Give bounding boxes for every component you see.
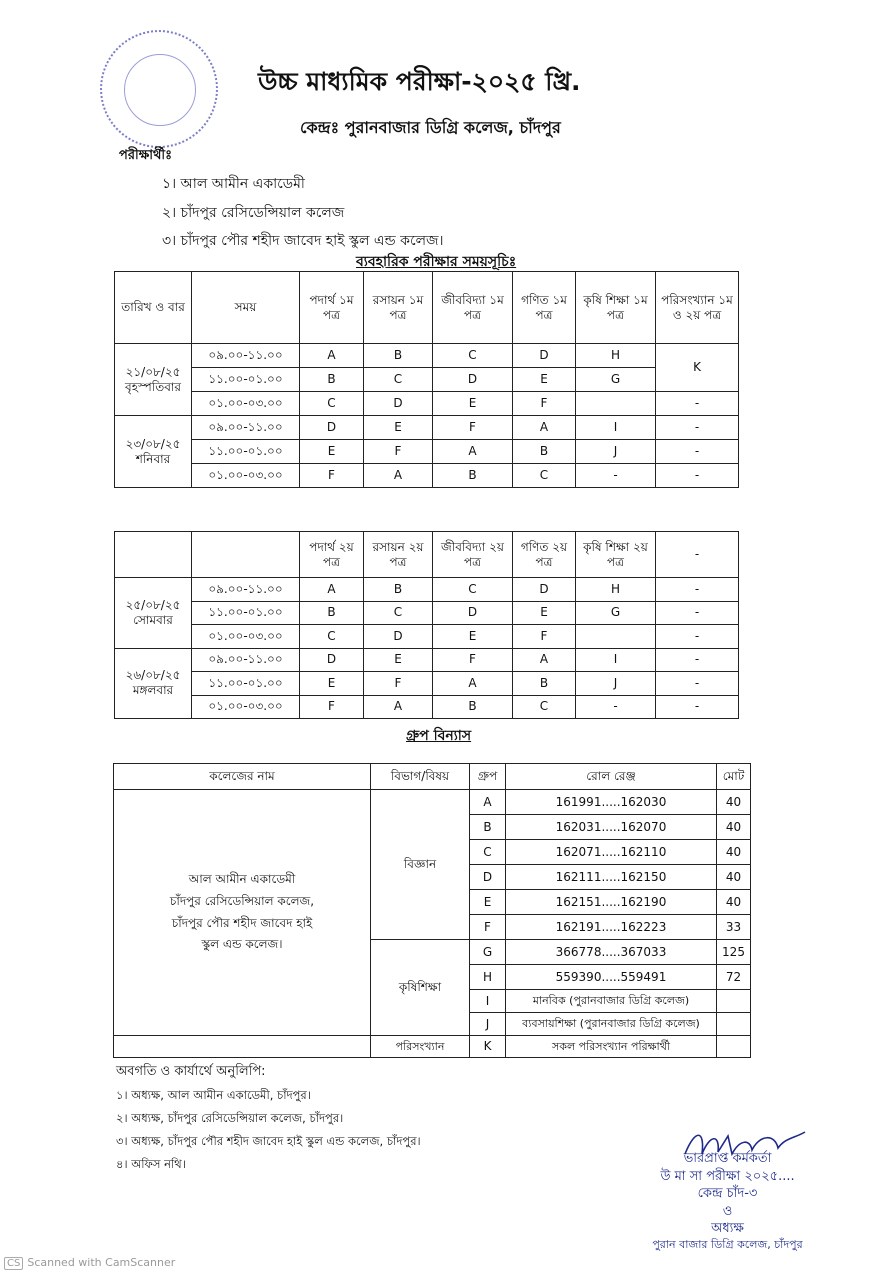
group-title: গ্রুপ বিন্যাস [406, 728, 472, 744]
col-header: রসায়ন ২য় পত্র [364, 532, 433, 578]
group-cell: H [576, 578, 656, 602]
roll-range: 162111.....162150 [506, 865, 717, 890]
group-cell: A [513, 648, 576, 672]
group-cell: - [576, 695, 656, 719]
group-table [113, 763, 751, 1058]
col-header: পদার্থ ১ম পত্র [300, 272, 364, 344]
schedule-title: ব্যবহারিক পরীক্ষার সময়সূচিঃ [356, 254, 517, 270]
group-total [717, 990, 751, 1013]
college-name: আল আমীন একাডেমী [188, 872, 296, 887]
signature-line: পুরান বাজার ডিগ্রি কলেজ, চাঁদপুর [652, 1237, 803, 1251]
roll-range: ব্যবসায়শিক্ষা (পুরানবাজার ডিগ্রি কলেজ) [506, 1013, 717, 1036]
group-cell: B [433, 464, 513, 488]
group-cell: - [576, 464, 656, 488]
group-total: 40 [717, 815, 751, 840]
time-cell: ০১.০০-০৩.০০ [192, 625, 300, 649]
roll-range: 559390.....559491 [506, 965, 717, 990]
col-header: জীববিদ্যা ২য় পত্র [433, 532, 513, 578]
group-total: 72 [717, 965, 751, 990]
group-cell [576, 392, 656, 416]
group-cell: B [364, 578, 433, 602]
examinees-label: পরীক্ষার্থীঃ [119, 148, 173, 163]
institution-item: ১। আল আমীন একাডেমী [162, 176, 305, 192]
schedule-table-2 [114, 531, 739, 719]
group-cell: C [433, 578, 513, 602]
group-cell: E [433, 625, 513, 649]
group-cell: B [513, 440, 576, 464]
roll-range: মানবিক (পুরানবাজার ডিগ্রি কলেজ) [506, 990, 717, 1013]
group-cell: J [576, 440, 656, 464]
group-cell: - [656, 648, 739, 672]
time-cell: ০৯.০০-১১.০০ [192, 648, 300, 672]
signature-block [640, 1150, 815, 1253]
table-row [115, 625, 739, 649]
group-cell: I [576, 416, 656, 440]
group-code: H [470, 965, 506, 990]
col-header: পদার্থ ২য় পত্র [300, 532, 364, 578]
signature-line: অধ্যক্ষ [711, 1221, 744, 1237]
signature-line: উ মা সা পরীক্ষা ২০২৫.... [660, 1168, 795, 1184]
group-cell: C [433, 344, 513, 368]
group-cell: - [656, 601, 739, 625]
time-cell: ০১.০০-০৩.০০ [192, 392, 300, 416]
roll-range: 162151.....162190 [506, 890, 717, 915]
roll-range: 161991.....162030 [506, 790, 717, 815]
group-cell: - [656, 625, 739, 649]
date-text: ২৫/০৮/২৫ [125, 597, 181, 612]
roll-range: সকল পরিসংখ্যান পরিক্ষার্থী [506, 1036, 717, 1058]
table-row [115, 578, 739, 602]
table-header-row [114, 764, 751, 790]
signature-line: কেন্দ্র চাঁদ-৩ [697, 1186, 758, 1202]
group-cell: - [656, 578, 739, 602]
group-cell: B [433, 695, 513, 719]
group-cell: A [433, 672, 513, 696]
group-cell: F [513, 625, 576, 649]
group-cell: G [576, 601, 656, 625]
group-cell: I [576, 648, 656, 672]
group-code: I [470, 990, 506, 1013]
time-cell: ০৯.০০-১১.০০ [192, 344, 300, 368]
college-names [114, 790, 371, 1036]
day-text: বৃহস্পতিবার [125, 379, 181, 394]
col-header: সময় [192, 272, 300, 344]
table-row [115, 648, 739, 672]
time-cell: ১১.০০-০১.০০ [192, 601, 300, 625]
group-cell: D [513, 344, 576, 368]
group-cell: E [364, 648, 433, 672]
time-cell: ০৯.০০-১১.০০ [192, 578, 300, 602]
date-cell [115, 344, 192, 416]
group-cell: C [364, 601, 433, 625]
col-header: রসায়ন ১ম পত্র [364, 272, 433, 344]
table-row [115, 392, 739, 416]
date-text: ২৬/০৮/২৫ [125, 668, 181, 683]
group-code: G [470, 940, 506, 965]
copies-heading: অবগতি ও কার্যার্থে অনুলিপি: [116, 1064, 266, 1079]
group-cell: - [656, 672, 739, 696]
table-row [114, 1036, 751, 1058]
group-cell: H [576, 344, 656, 368]
camscanner-icon: CS [4, 1257, 23, 1270]
group-cell: D [364, 625, 433, 649]
exam-center: কেন্দ্রঃ পুরানবাজার ডিগ্রি কলেজ, চাঁদপুর [300, 118, 561, 137]
group-code: A [470, 790, 506, 815]
group-cell: C [364, 368, 433, 392]
group-cell: D [433, 368, 513, 392]
table-row [115, 416, 739, 440]
day-text: মঙ্গলবার [132, 683, 174, 698]
group-cell [576, 625, 656, 649]
group-cell: J [576, 672, 656, 696]
group-cell: E [433, 392, 513, 416]
col-header: কৃষি শিক্ষা ২য় পত্র [576, 532, 656, 578]
roll-range: 366778.....367033 [506, 940, 717, 965]
group-total [717, 1013, 751, 1036]
group-cell: E [513, 601, 576, 625]
section-stat: পরিসংখ্যান [371, 1036, 470, 1058]
table-row [115, 695, 739, 719]
day-text: সোমবার [133, 612, 173, 627]
group-total: 40 [717, 890, 751, 915]
table-row [114, 790, 751, 815]
group-cell: C [300, 625, 364, 649]
group-cell: - [656, 416, 739, 440]
group-code: F [470, 915, 506, 940]
copy-item: ১। অধ্যক্ষ, আল আমীন একাডেমী, চাঁদপুর। [116, 1088, 311, 1102]
group-total: 40 [717, 840, 751, 865]
group-cell: A [364, 464, 433, 488]
date-text: ২১/০৮/২৫ [125, 364, 181, 379]
table-header-row [115, 272, 739, 344]
group-cell: E [364, 416, 433, 440]
col-header: গণিত ১ম পত্র [513, 272, 576, 344]
group-cell: A [513, 416, 576, 440]
group-cell: E [300, 672, 364, 696]
table-header-row [115, 532, 739, 578]
signature-line: ভারপ্রাপ্ত কর্মকর্তা [683, 1151, 772, 1166]
group-cell: D [300, 416, 364, 440]
group-cell: E [513, 368, 576, 392]
group-cell: C [300, 392, 364, 416]
seal-inner-ring [124, 54, 196, 126]
group-code: C [470, 840, 506, 865]
time-cell: ১১.০০-০১.০০ [192, 368, 300, 392]
group-cell: F [300, 464, 364, 488]
group-code: D [470, 865, 506, 890]
group-total: 125 [717, 940, 751, 965]
group-cell: D [364, 392, 433, 416]
group-cell: A [300, 344, 364, 368]
group-cell: F [513, 392, 576, 416]
col-header: কলেজের নাম [114, 764, 371, 790]
college-name: চাঁদপুর রেসিডেন্সিয়াল কলেজ, [169, 893, 315, 908]
col-header: পরিসংখ্যান ১ম ও ২য় পত্র [656, 272, 739, 344]
group-total: 33 [717, 915, 751, 940]
date-cell [115, 578, 192, 649]
col-header: কৃষি শিক্ষা ১ম পত্র [576, 272, 656, 344]
table-row [115, 344, 739, 368]
group-cell: A [300, 578, 364, 602]
college-name: চাঁদপুর পৌর শহীদ জাবেদ হাই [171, 915, 313, 930]
group-cell: C [513, 695, 576, 719]
group-cell: F [433, 416, 513, 440]
group-code: B [470, 815, 506, 840]
group-cell: - [656, 695, 739, 719]
col-header: জীববিদ্যা ১ম পত্র [433, 272, 513, 344]
col-header: তারিখ ও বার [115, 272, 192, 344]
group-cell: F [364, 672, 433, 696]
group-cell: G [576, 368, 656, 392]
group-cell: D [300, 648, 364, 672]
group-cell: B [300, 368, 364, 392]
time-cell: ০১.০০-০৩.০০ [192, 695, 300, 719]
group-cell: B [513, 672, 576, 696]
group-cell: F [364, 440, 433, 464]
group-cell: F [300, 695, 364, 719]
watermark-text: Scanned with CamScanner [27, 1256, 176, 1269]
group-code: E [470, 890, 506, 915]
group-cell: C [513, 464, 576, 488]
group-total [717, 1036, 751, 1058]
roll-range: 162071.....162110 [506, 840, 717, 865]
group-cell: D [513, 578, 576, 602]
col-header [192, 532, 300, 578]
col-header: গণিত ২য় পত্র [513, 532, 576, 578]
group-cell: A [364, 695, 433, 719]
group-code: K [470, 1036, 506, 1058]
copy-item: ২। অধ্যক্ষ, চাঁদপুর রেসিডেন্সিয়াল কলেজ, চাঁদপুর। [116, 1111, 344, 1125]
camscanner-watermark [4, 1256, 175, 1270]
institution-item: ২। চাঁদপুর রেসিডেন্সিয়াল কলেজ [162, 205, 345, 221]
office-seal [100, 30, 218, 148]
group-cell: F [433, 648, 513, 672]
group-total: 40 [717, 790, 751, 815]
group-cell: K [656, 344, 739, 392]
group-cell: - [656, 392, 739, 416]
col-header: মোট [717, 764, 751, 790]
roll-range: 162031.....162070 [506, 815, 717, 840]
date-cell [115, 648, 192, 719]
time-cell: ০১.০০-০৩.০০ [192, 464, 300, 488]
time-cell: ১১.০০-০১.০০ [192, 440, 300, 464]
table-row [115, 464, 739, 488]
time-cell: ০৯.০০-১১.০০ [192, 416, 300, 440]
page-title: উচ্চ মাধ্যমিক পরীক্ষা-২০২৫ খ্রি. [258, 67, 581, 96]
group-cell: - [656, 440, 739, 464]
col-header: - [656, 532, 739, 578]
section-agri: কৃষিশিক্ষা [371, 940, 470, 1036]
group-cell: A [433, 440, 513, 464]
group-cell: D [433, 601, 513, 625]
section-science: বিজ্ঞান [371, 790, 470, 940]
table-row [115, 440, 739, 464]
roll-range: 162191.....162223 [506, 915, 717, 940]
group-cell: - [656, 464, 739, 488]
group-cell: E [300, 440, 364, 464]
copy-item: ৪। অফিস নথি। [116, 1157, 186, 1171]
col-header: বিভাগ/বিষয় [371, 764, 470, 790]
col-header: গ্রুপ [470, 764, 506, 790]
table-row [115, 672, 739, 696]
copy-item: ৩। অধ্যক্ষ, চাঁদপুর পৌর শহীদ জাবেদ হাই স্কুল এন্ড কলেজ, চাঁদপুর। [116, 1134, 421, 1148]
date-text: ২৩/০৮/২৫ [125, 436, 181, 451]
group-cell: B [364, 344, 433, 368]
col-header [115, 532, 192, 578]
time-cell: ১১.০০-০১.০০ [192, 672, 300, 696]
signature-line: ও [722, 1203, 733, 1219]
day-text: শনিবার [135, 451, 171, 466]
col-header: রোল রেঞ্জ [506, 764, 717, 790]
group-total: 40 [717, 865, 751, 890]
date-cell [115, 416, 192, 488]
table-row [115, 368, 739, 392]
institution-item: ৩। চাঁদপুর পৌর শহীদ জাবেদ হাই স্কুল এন্ড কলেজ। [162, 233, 444, 249]
college-name: স্কুল এন্ড কলেজ। [201, 937, 283, 952]
group-cell: B [300, 601, 364, 625]
group-code: J [470, 1013, 506, 1036]
table-row [115, 601, 739, 625]
schedule-table-1 [114, 271, 739, 488]
empty-cell [114, 1036, 371, 1058]
